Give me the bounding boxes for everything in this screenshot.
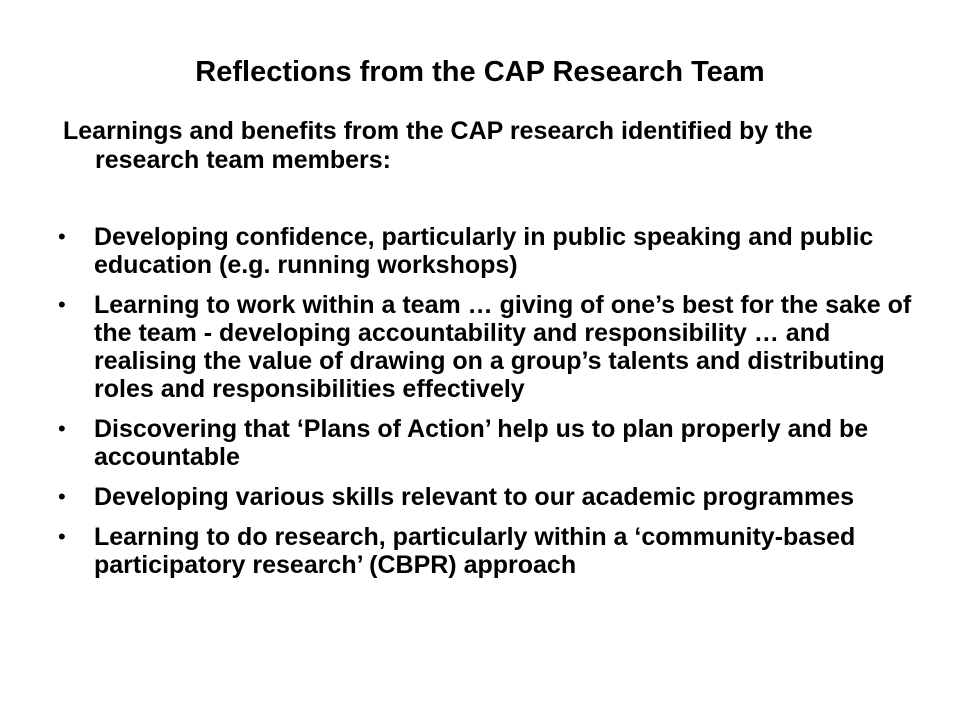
bullet-item xyxy=(58,223,918,279)
bullet-dot-icon: • xyxy=(58,224,66,249)
bullet-dot-icon: • xyxy=(58,416,66,441)
bullet-dot-icon: • xyxy=(58,292,66,317)
bullet-item xyxy=(58,483,918,511)
bullet-list xyxy=(58,223,918,591)
intro-text: Learnings and benefits from the CAP research identified by the research team members: xyxy=(63,117,813,174)
bullet-text: Developing confidence, particularly in public speaking and public education (e.g. running workshops) xyxy=(94,223,874,279)
bullet-dot-icon: • xyxy=(58,484,66,509)
bullet-item xyxy=(58,291,918,403)
bullet-item xyxy=(58,523,918,579)
bullet-item xyxy=(58,415,918,471)
bullet-text: Discovering that ‘Plans of Action’ help us to plan properly and be accountable xyxy=(94,415,869,471)
bullet-dot-icon: • xyxy=(58,524,66,549)
slide-title: Reflections from the CAP Research Team xyxy=(195,56,765,88)
bullet-text: Learning to do research, particularly within a ‘community-based participatory research’ (CBPR) approach xyxy=(94,523,856,579)
bullet-text: Developing various skills relevant to our academic programmes xyxy=(94,483,854,511)
bullet-text: Learning to work within a team … giving of one’s best for the sake of the team - developing accountability and responsibility … and realising the value of drawing on a group’s talents and distributing roles and responsibilities effectively xyxy=(94,291,912,403)
